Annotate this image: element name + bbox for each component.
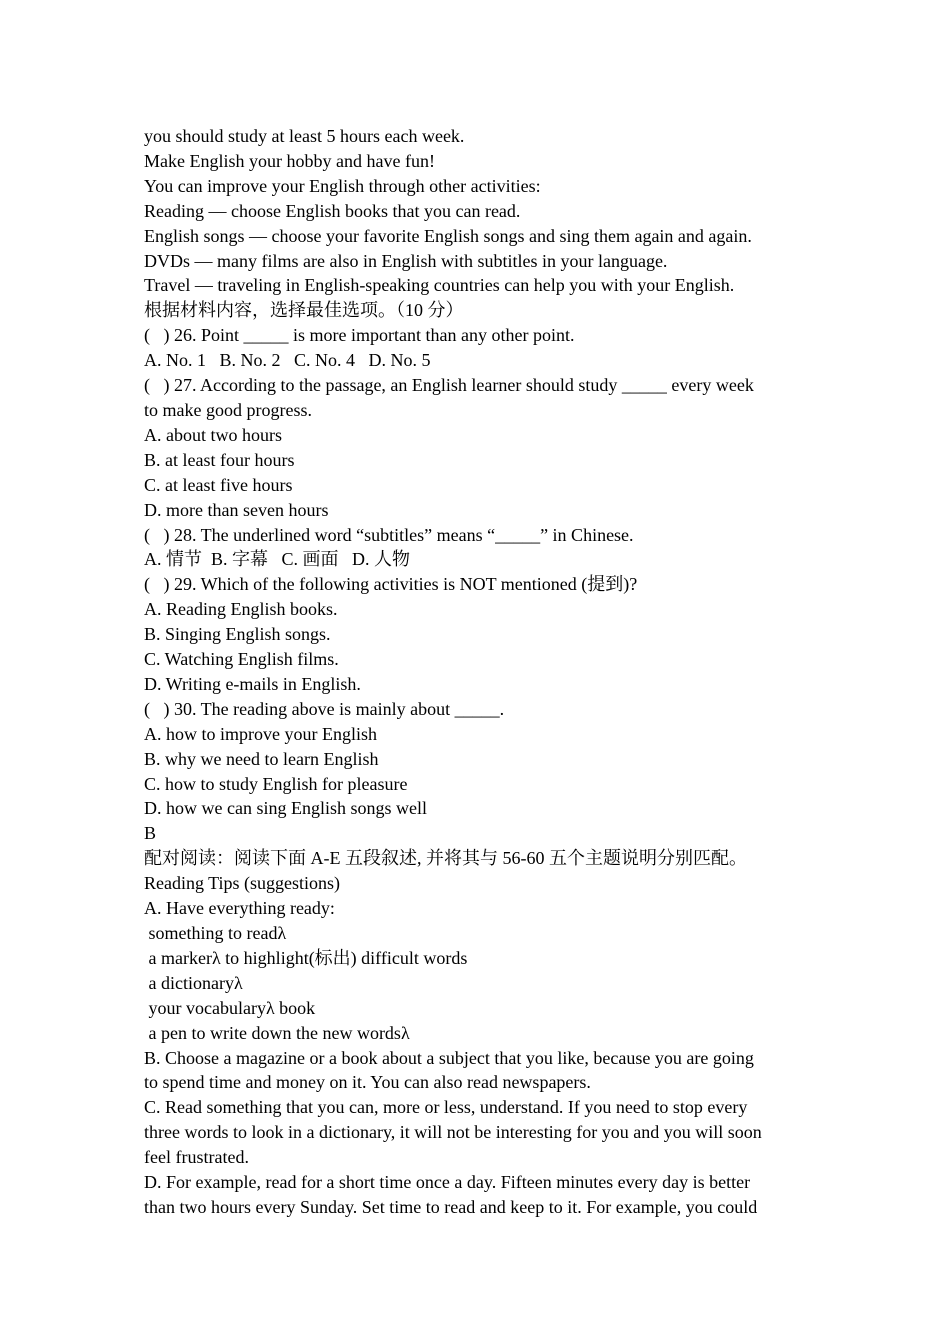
text-line: English songs — choose your favorite English songs and sing them again and again.	[144, 225, 752, 246]
question-28-options: A. 情节 B. 字幕 C. 画面 D. 人物	[144, 549, 411, 570]
paragraph-a: A. Have everything ready:	[144, 898, 335, 919]
text-line: You can improve your English through other activities:	[144, 175, 541, 196]
question-29-option-d: D. Writing e-mails in English.	[144, 673, 361, 694]
question-30: ( ) 30. The reading above is mainly about _____.	[144, 698, 505, 719]
text-line: you should study at least 5 hours each week.	[144, 126, 465, 146]
list-item: a pen to write down the new wordsλ	[144, 1022, 410, 1043]
paragraph-c: C. Read something that you can, more or less, understand. If you need to stop every	[144, 1097, 748, 1118]
question-27-option-a: A. about two hours	[144, 424, 282, 445]
question-27-option-c: C. at least five hours	[144, 474, 293, 495]
question-27: ( ) 27. According to the passage, an English learner should study _____ every week	[144, 375, 754, 396]
document-page	[144, 124, 814, 1220]
text-line: Reading — choose English books that you can read.	[144, 200, 521, 221]
question-26: ( ) 26. Point _____ is more important than any other point.	[144, 325, 575, 346]
question-30-option-a: A. how to improve your English	[144, 723, 377, 744]
paragraph-d-continued: than two hours every Sunday. Set time to read and keep to it. For example, you could	[144, 1196, 758, 1217]
paragraph-b-continued: to spend time and money on it. You can also read newspapers.	[144, 1072, 591, 1093]
paragraph-d: D. For example, read for a short time once a day. Fifteen minutes every day is better	[144, 1172, 751, 1193]
text-line: Make English your hobby and have fun!	[144, 150, 435, 171]
list-item: a dictionaryλ	[144, 972, 243, 993]
question-28: ( ) 28. The underlined word “subtitles” means “_____” in Chinese.	[144, 524, 634, 545]
question-30-option-b: B. why we need to learn English	[144, 748, 379, 769]
text-line: Travel — traveling in English-speaking countries can help you with your English.	[144, 275, 735, 296]
question-29-option-c: C. Watching English films.	[144, 649, 339, 670]
list-item: a markerλ to highlight(标出) difficult words	[144, 947, 468, 968]
question-29-option-a: A. Reading English books.	[144, 599, 338, 620]
paragraph-c-continued: three words to look in a dictionary, it will not be interesting for you and you will soon	[144, 1122, 762, 1143]
list-item: something to readλ	[144, 923, 287, 943]
section-label: B	[144, 823, 157, 844]
section-instruction: 配对阅读：阅读下面 A-E 五段叙述, 并将其与 56-60 五个主题说明分别匹配。	[144, 848, 747, 869]
question-27-option-b: B. at least four hours	[144, 449, 295, 470]
question-29-option-b: B. Singing English songs.	[144, 624, 331, 645]
question-30-option-d: D. how we can sing English songs well	[144, 798, 427, 819]
question-27-option-d: D. more than seven hours	[144, 499, 329, 520]
question-27-continued: to make good progress.	[144, 399, 312, 420]
question-29: ( ) 29. Which of the following activities is NOT mentioned (提到)?	[144, 574, 638, 595]
section-instruction: 根据材料内容，选择最佳选项。（10 分）	[144, 300, 464, 321]
list-item: your vocabularyλ book	[144, 997, 316, 1018]
paragraph-b: B. Choose a magazine or a book about a subject that you like, because you are going	[144, 1047, 754, 1068]
text-line: DVDs — many films are also in English with subtitles in your language.	[144, 250, 668, 271]
question-26-options: A. No. 1 B. No. 2 C. No. 4 D. No. 5	[144, 350, 431, 371]
question-30-option-c: C. how to study English for pleasure	[144, 773, 408, 794]
passage-title: Reading Tips (suggestions)	[144, 873, 341, 894]
paragraph-c-continued: feel frustrated.	[144, 1147, 249, 1168]
